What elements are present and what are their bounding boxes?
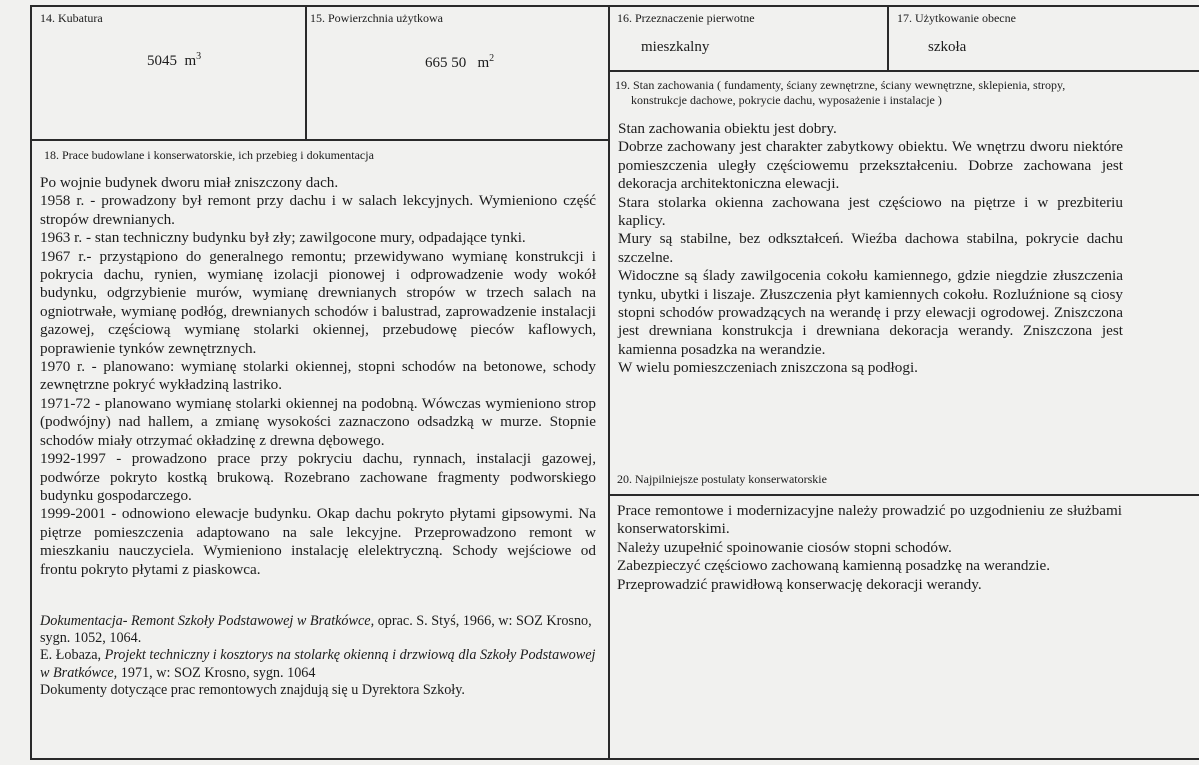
prace-budowlane-text <box>40 174 596 579</box>
paragraph: 1967 r.- przystąpiono do generalnego remontu; przewidywano wymianę konstrukcji i pokrycia dachu, rynien, wymianę izolacji pionowej i odprowadzenie wody wokół budynku, odgrzybienie murów, wymianę drewnianych stropów w trzech salach na ogniotrwałe, wymianę podłóg, drewnianych schodów i balustrad, zaprowadzenie instalacji gazowej, częściową wymianę stolarki okiennej, przebudowę pieców kaflowych, poprawienie tynków zewnętrznych. <box>40 247 596 357</box>
reference-3: Dokumenty dotyczące prac remontowych znajdują się u Dyrektora Szkoły. <box>40 681 465 698</box>
postulaty-label: 20. Najpilniejsze postulaty konserwatorskie <box>617 472 827 486</box>
paragraph: Mury są stabilne, bez odkształceń. Wieźba dachowa stabilna, pokrycie dachu szczelne. <box>618 230 1123 266</box>
uzytkowanie-label: 17. Użytkowanie obecne <box>897 11 1016 25</box>
powierzchnia-label: 15. Powierzchnia użytkowa <box>310 11 443 25</box>
left-border <box>30 5 32 760</box>
postulaty-text <box>617 502 1122 594</box>
przeznaczenie-label: 16. Przeznaczenie pierwotne <box>617 11 755 25</box>
bottom-border <box>30 758 1199 760</box>
stan-zachowania-text <box>618 120 1123 378</box>
kubatura-label: 14. Kubatura <box>40 11 103 25</box>
paragraph: 1999-2001 - odnowiono elewacje budynku. Okap dachu pokryto płytami gipsowymi. Na piętrze pomieszczenia adaptowano na sale lekcyjne. Przeprowadzono remont w mieszkaniu nauczyciela. Wymieniono instalację elelektryczną. Schody wejściowe od frontu pokryto płytami z piaskowca. <box>40 505 596 578</box>
paragraph: 1958 r. - prowadzony był remont przy dachu i w salach lekcyjnych. Wymieniono część stropów drewnianych. <box>40 192 596 228</box>
divider-16-19 <box>608 70 1199 72</box>
paragraph: Przeprowadzić prawidłową konserwację dekoracji werandy. <box>617 575 982 593</box>
divider-16-17 <box>887 5 889 71</box>
kubatura-value: 5045 $m^3$ <box>147 51 202 69</box>
paragraph: Prace remontowe i modernizacyjne należy prowadzić po uzgodnieniu ze służbami konserwatorskimi. <box>617 502 1122 538</box>
paragraph: Stan zachowania obiektu jest dobry. <box>618 120 837 137</box>
center-divider <box>608 5 610 760</box>
reference-1: Dokumentacja- Remont Szkoły Podstawowej w Bratkówce, oprac. S. Styś, 1966, w: SOZ Krosno, sygn. 1052, 1064. <box>40 613 592 647</box>
powierzchnia-value: 665 50 $m^2$ <box>425 53 495 71</box>
top-border <box>30 5 1199 7</box>
przeznaczenie-value: mieszkalny <box>641 39 710 55</box>
prace-budowlane-label: 18. Prace budowlane i konserwatorskie, ich przebieg i dokumentacja <box>44 148 374 162</box>
documentation-references <box>40 613 596 699</box>
divider-14-18 <box>30 139 610 141</box>
paragraph: Stara stolarka okienna zachowana jest częściowo na piętrze i w prezbiteriu kaplicy. <box>618 193 1123 230</box>
paragraph: 1971-72 - planowano wymianę stolarki okiennej na podobną. Wówczas wymieniono strop (podwójny) nad hallem, a zmianę wysokości zaznaczono odsadzką w murze. Stopnie schodów miały otrzymać okładzinę z drewna dębowego. <box>40 394 596 449</box>
paragraph: 1963 r. - stan techniczny budynku był zły; zawilgocone mury, odpadające tynki. <box>40 229 526 247</box>
paragraph: 1992-1997 - prowadzono prace przy pokryciu dachu, rynnach, instalacji gazowej, podwórze pokryto kostką brukową. Rozebrano zachowane fragmenty podworskiego budynku gospodarczego. <box>40 450 596 504</box>
paragraph: Po wojnie budynek dworu miał zniszczony dach. <box>40 174 339 191</box>
divider-19-20 <box>608 494 1199 496</box>
paragraph: Należy uzupełnić spoinowanie ciosów stopni schodów. <box>617 538 952 556</box>
paragraph: Dobrze zachowany jest charakter zabytkowy obiektu. We wnętrzu dworu niektóre pomieszczenia uległy częściowemu przekształceniu. Dobrze zachowana jest dekoracja architektoniczna elewacji. <box>618 138 1123 193</box>
uzytkowanie-value: szkoła <box>928 39 967 55</box>
reference-2: E. Łobaza, Projekt techniczny i kosztorys na stolarkę okienną i drzwiową dla Szkoły Podstawowej w Bratkówce, 1971, w: SOZ Krosno, sygn. 1064 <box>40 647 596 681</box>
stan-zachowania-label: 19. Stan zachowania ( fundamenty, ściany zewnętrzne, ściany wewnętrzne, sklepienia, stropy, konstrukcje dachowe, pokrycie dachu, wyposażenie i instalacje ) <box>615 78 1066 107</box>
divider-14-15 <box>305 5 307 140</box>
paragraph: W wielu pomieszczeniach zniszczona są podłogi. <box>618 359 918 377</box>
paragraph: 1970 r. - planowano: wymianę stolarki okiennej, stopni schodów na betonowe, schody zewnętrzne pokryć wykładziną lastriko. <box>40 358 596 394</box>
paragraph: Widoczne są ślady zawilgocenia cokołu kamiennego, gdzie niegdzie złuszczenia tynku, ubytki i liszaje. Złuszczenia płyt kamiennych cokołu. Rozluźnione są ciosy stopni schodów prowadzących na werandę i przy elewacji ogrodowej. Zniszczona jest drewniana konstrukcja i drewniana dekoracja werandy. Zniszczona jest kamienna posadzka na werandzie. <box>618 267 1123 358</box>
paragraph: Zabezpieczyć częściowo zachowaną kamienną posadzkę na werandzie. <box>617 557 1051 575</box>
